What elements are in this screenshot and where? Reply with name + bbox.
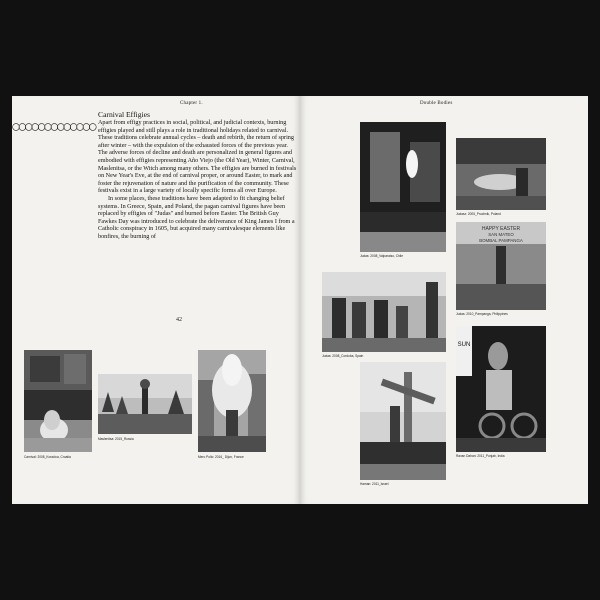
- circle-chain-ornament: [12, 122, 98, 132]
- caption-judas-valparaiso: Judas: 2008_Valparaiso, Chile: [360, 254, 403, 258]
- right-page: [300, 96, 588, 504]
- paragraph-2: In some places, these traditions have been adapted to fit changing belief systems. In Greece, Spain, and Poland, the pagan carnival figures have been replaced by effigies of "Judas" and burned before Easter. The British Guy Fawkes Day was introduced to celebrate the deliverance of King James I from a Catholic conspiracy in 1605, but acquired many carnivalesque elements like bonfires, the burning of: [98, 195, 295, 240]
- page-number: 42: [176, 317, 182, 323]
- photo-judas-pampanga: [456, 222, 546, 310]
- paragraph-1: Apart from effigy practices in social, political, and judicial contexts, burning effigies played and still plays a role in traditional holidays related to carnival. These traditions celebrate annual cycles – death and rebirth, the return of spring after winter – with the expulsion of the exhausted forces of the previous year. The adverse forces of decline and death are personalized in general figures and embodied with effigies representing Año Viejo (the Old Year), Winter, Carnival, Maslenitsa, or the Witch among many others. The effigies are burned in festivals on New Year's Eve, at the end of carnival proper, or around Easter, to mark and foster the rejuvenation of nature and the purification of the community. These festivals exist in a large variety of locally specific forms all over Europe.: [98, 120, 297, 195]
- photo-mero-pollo-france: [198, 350, 266, 452]
- sign-sun: SUN: [457, 342, 471, 348]
- section-title: Carnival Effigies: [98, 110, 150, 119]
- photo-haman-israel: [360, 362, 446, 480]
- caption-judasz-pruchnik: Judasz: 2005_Pruchnik, Poland: [456, 212, 501, 216]
- caption-judas-pampanga: Judas: 2010_Pampanga, Philippines: [456, 312, 508, 316]
- left-page: [12, 96, 300, 504]
- sign-line-2: SAN MATEO: [488, 232, 514, 237]
- sign-line-3: BOMBAL PAMPANGA: [479, 238, 523, 243]
- caption-judas-cordoba: Judas: 2008_Cordoba, Spain: [322, 354, 364, 358]
- photo-carnival-croatia: [24, 350, 92, 452]
- caption-mero-pollo-france: Mero Pollo: 2016_ Dijon, France: [198, 455, 244, 459]
- caption-ravan-dahan-punjab: Ravan Dahan: 2011_Punjab, India: [456, 454, 505, 458]
- caption-carnival-croatia: Carnival: 2008_Koraćica, Croatia: [24, 455, 71, 459]
- running-head-left: Chapter 1.: [180, 101, 203, 106]
- running-head-right: Double Bodies: [420, 101, 453, 106]
- sign-line-1: HAPPY EASTER: [481, 226, 521, 232]
- photo-judas-valparaiso: [360, 122, 446, 252]
- photo-maslenitsa-russia: [98, 374, 192, 434]
- photo-judasz-pruchnik: [456, 138, 546, 210]
- photo-ravan-dahan-punjab: [456, 326, 546, 452]
- body-text: [98, 120, 298, 242]
- photo-judas-cordoba: [322, 272, 446, 352]
- caption-maslenitsa-russia: Maslenitsa: 2015_Russia: [98, 437, 134, 441]
- caption-haman-israel: Haman: 2011_Israel: [360, 482, 389, 486]
- book-spread: [12, 96, 588, 504]
